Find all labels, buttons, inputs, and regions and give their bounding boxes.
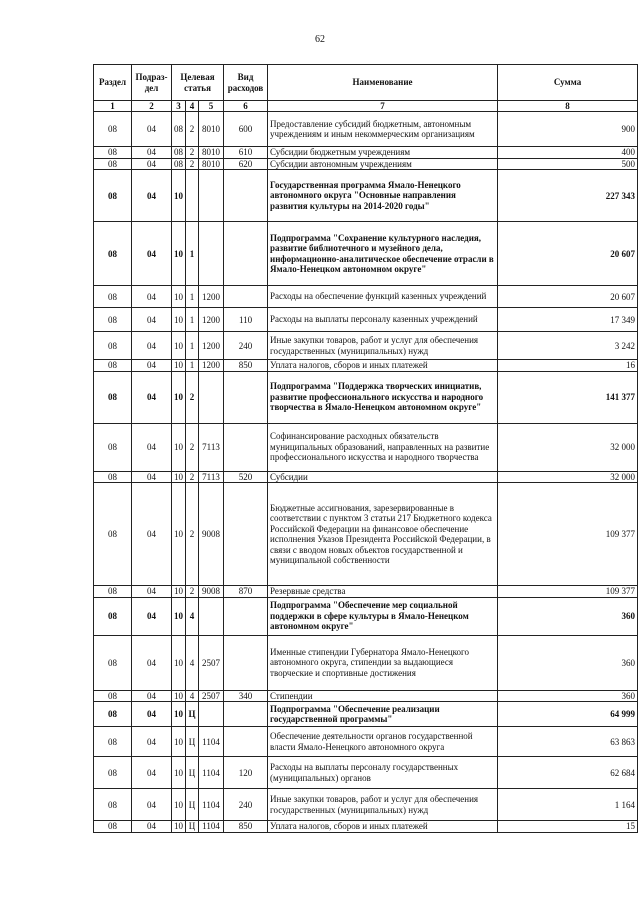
header-target: Целевая статья — [172, 65, 224, 101]
sum-cell: 3 242 — [498, 332, 638, 360]
table-row — [94, 483, 638, 586]
table-row — [94, 332, 638, 360]
index-cell: 8 — [498, 101, 638, 112]
sum-cell: 20 607 — [498, 286, 638, 308]
sum-cell: 227 343 — [498, 170, 638, 222]
target-subprogram-cell: 2 — [186, 147, 199, 159]
section-cell: 08 — [94, 586, 132, 598]
section-cell: 08 — [94, 308, 132, 332]
table-row — [94, 112, 638, 147]
subsection-cell: 04 — [132, 112, 172, 147]
table-row — [94, 222, 638, 286]
subsection-cell: 04 — [132, 471, 172, 483]
expense-type-cell — [224, 423, 268, 471]
target-code-cell: 2507 — [199, 635, 224, 690]
expense-type-cell — [224, 702, 268, 727]
expense-type-cell: 850 — [224, 360, 268, 372]
target-subprogram-cell: 4 — [186, 597, 199, 635]
target-subprogram-cell: 1 — [186, 360, 199, 372]
target-program-cell: 08 — [172, 112, 186, 147]
name-cell: Подпрограмма "Обеспечение мер социальной поддержки в сфере культуры в Ямало-Ненецком автономном округе" — [268, 597, 498, 635]
section-cell: 08 — [94, 423, 132, 471]
name-cell: Расходы на обеспечение функций казенных учреждений — [268, 286, 498, 308]
target-program-cell: 08 — [172, 158, 186, 170]
name-cell: Софинансирование расходных обязательств муниципальных образований, направленных на развитие профессионального искусства и народного творчества — [268, 423, 498, 471]
index-cell: 5 — [199, 101, 224, 112]
section-cell: 08 — [94, 690, 132, 702]
target-subprogram-cell: 2 — [186, 371, 199, 423]
name-cell: Субсидии — [268, 471, 498, 483]
name-cell: Подпрограмма "Сохранение культурного наследия, развитие библиотечного и музейного дела, информационно-аналитическое обеспечение отрасли в Ямало-Ненецком автономном округе" — [268, 222, 498, 286]
target-program-cell: 10 — [172, 286, 186, 308]
target-program-cell: 10 — [172, 727, 186, 757]
subsection-cell: 04 — [132, 423, 172, 471]
table-row — [94, 170, 638, 222]
target-code-cell: 1200 — [199, 332, 224, 360]
name-cell: Уплата налогов, сборов и иных платежей — [268, 821, 498, 833]
sum-cell: 16 — [498, 360, 638, 372]
sum-cell: 400 — [498, 147, 638, 159]
name-cell: Подпрограмма "Обеспечение реализации государственной программы" — [268, 702, 498, 727]
subsection-cell: 04 — [132, 332, 172, 360]
subsection-cell: 04 — [132, 635, 172, 690]
section-cell: 08 — [94, 371, 132, 423]
section-cell: 08 — [94, 727, 132, 757]
sum-cell: 360 — [498, 597, 638, 635]
target-subprogram-cell: Ц — [186, 821, 199, 833]
target-program-cell: 10 — [172, 757, 186, 789]
target-program-cell: 10 — [172, 471, 186, 483]
subsection-cell: 04 — [132, 170, 172, 222]
target-program-cell: 10 — [172, 222, 186, 286]
target-subprogram-cell: 2 — [186, 423, 199, 471]
sum-cell: 360 — [498, 690, 638, 702]
target-program-cell: 10 — [172, 332, 186, 360]
expense-type-cell — [224, 222, 268, 286]
target-subprogram-cell: Ц — [186, 789, 199, 821]
target-code-cell: 8010 — [199, 158, 224, 170]
subsection-cell: 04 — [132, 308, 172, 332]
target-code-cell: 8010 — [199, 147, 224, 159]
section-cell: 08 — [94, 702, 132, 727]
target-subprogram-cell: 1 — [186, 222, 199, 286]
name-cell: Расходы на выплаты персоналу государственных (муниципальных) органов — [268, 757, 498, 789]
subsection-cell: 04 — [132, 690, 172, 702]
sum-cell: 360 — [498, 635, 638, 690]
table-row — [94, 597, 638, 635]
sum-cell: 500 — [498, 158, 638, 170]
subsection-cell: 04 — [132, 586, 172, 598]
table-row — [94, 821, 638, 833]
index-cell: 6 — [224, 101, 268, 112]
header-expense-type: Вид расходов — [224, 65, 268, 101]
target-code-cell — [199, 702, 224, 727]
sum-cell: 17 349 — [498, 308, 638, 332]
target-code-cell: 1104 — [199, 789, 224, 821]
name-cell: Государственная программа Ямало-Ненецкого автономного округа "Основные направления развития культуры на 2014-2020 годы" — [268, 170, 498, 222]
target-subprogram-cell: 2 — [186, 586, 199, 598]
target-subprogram-cell: Ц — [186, 757, 199, 789]
section-cell: 08 — [94, 147, 132, 159]
sum-cell: 32 000 — [498, 423, 638, 471]
name-cell: Расходы на выплаты персоналу казенных учреждений — [268, 308, 498, 332]
target-code-cell: 1104 — [199, 727, 224, 757]
sum-cell: 63 863 — [498, 727, 638, 757]
table-row — [94, 727, 638, 757]
table-row — [94, 147, 638, 159]
expense-type-cell — [224, 635, 268, 690]
subsection-cell: 04 — [132, 727, 172, 757]
table-row — [94, 360, 638, 372]
expense-type-cell — [224, 286, 268, 308]
table-body — [94, 112, 638, 833]
expense-type-cell: 870 — [224, 586, 268, 598]
target-subprogram-cell: 2 — [186, 112, 199, 147]
target-subprogram-cell: 2 — [186, 483, 199, 586]
target-program-cell: 10 — [172, 371, 186, 423]
name-cell: Бюджетные ассигнования, зарезервированные в соответствии с пунктом 3 статьи 217 Бюджетного кодекса Российской Федерации на финансовое обеспечение исполнения Указов Президента Российской Федерации, в связи с вводом новых объектов государственной и муниципальной собственности — [268, 483, 498, 586]
target-program-cell: 10 — [172, 789, 186, 821]
subsection-cell: 04 — [132, 147, 172, 159]
subsection-cell: 04 — [132, 702, 172, 727]
section-cell: 08 — [94, 286, 132, 308]
target-program-cell: 10 — [172, 821, 186, 833]
subsection-cell: 04 — [132, 757, 172, 789]
section-cell: 08 — [94, 112, 132, 147]
expense-type-cell — [224, 371, 268, 423]
target-code-cell: 9008 — [199, 483, 224, 586]
table-row — [94, 702, 638, 727]
subsection-cell: 04 — [132, 286, 172, 308]
subsection-cell: 04 — [132, 597, 172, 635]
sum-cell: 141 377 — [498, 371, 638, 423]
subsection-cell: 04 — [132, 360, 172, 372]
target-subprogram-cell: 4 — [186, 635, 199, 690]
target-code-cell — [199, 170, 224, 222]
target-subprogram-cell — [186, 170, 199, 222]
target-code-cell — [199, 371, 224, 423]
target-subprogram-cell: 2 — [186, 158, 199, 170]
target-program-cell: 10 — [172, 483, 186, 586]
section-cell: 08 — [94, 471, 132, 483]
expense-type-cell: 120 — [224, 757, 268, 789]
subsection-cell: 04 — [132, 821, 172, 833]
table-row — [94, 471, 638, 483]
target-code-cell: 1104 — [199, 757, 224, 789]
table-row — [94, 635, 638, 690]
index-cell: 2 — [132, 101, 172, 112]
target-program-cell: 10 — [172, 690, 186, 702]
subsection-cell: 04 — [132, 222, 172, 286]
name-cell: Стипендии — [268, 690, 498, 702]
header-section: Раздел — [94, 65, 132, 101]
name-cell: Обеспечение деятельности органов государственной власти Ямало-Ненецкого автономного округа — [268, 727, 498, 757]
sum-cell: 64 999 — [498, 702, 638, 727]
target-code-cell: 2507 — [199, 690, 224, 702]
name-cell: Предоставление субсидий бюджетным, автономным учреждениям и иным некоммерческим организациям — [268, 112, 498, 147]
table-row — [94, 158, 638, 170]
expense-type-cell — [224, 727, 268, 757]
table-row — [94, 690, 638, 702]
name-cell: Резервные средства — [268, 586, 498, 598]
expense-type-cell — [224, 597, 268, 635]
target-code-cell: 7113 — [199, 423, 224, 471]
sum-cell: 109 377 — [498, 483, 638, 586]
header-subsection: Подраз-дел — [132, 65, 172, 101]
table-row — [94, 308, 638, 332]
target-code-cell: 1104 — [199, 821, 224, 833]
sum-cell: 109 377 — [498, 586, 638, 598]
target-subprogram-cell: Ц — [186, 727, 199, 757]
header-row — [94, 65, 638, 101]
table-row — [94, 371, 638, 423]
expense-type-cell: 240 — [224, 332, 268, 360]
sum-cell: 20 607 — [498, 222, 638, 286]
target-code-cell: 1200 — [199, 286, 224, 308]
table-row — [94, 586, 638, 598]
expense-type-cell — [224, 170, 268, 222]
target-subprogram-cell: Ц — [186, 702, 199, 727]
index-cell: 7 — [268, 101, 498, 112]
index-cell: 1 — [94, 101, 132, 112]
section-cell: 08 — [94, 222, 132, 286]
section-cell: 08 — [94, 821, 132, 833]
index-cell: 4 — [186, 101, 199, 112]
target-subprogram-cell: 2 — [186, 471, 199, 483]
sum-cell: 62 684 — [498, 757, 638, 789]
subsection-cell: 04 — [132, 789, 172, 821]
target-program-cell: 10 — [172, 308, 186, 332]
table-row — [94, 757, 638, 789]
sum-cell: 900 — [498, 112, 638, 147]
name-cell: Подпрограмма "Поддержка творческих инициатив, развитие профессионального искусства и народного творчества в Ямало-Ненецком автономном округе" — [268, 371, 498, 423]
target-code-cell: 1200 — [199, 308, 224, 332]
target-code-cell — [199, 597, 224, 635]
target-program-cell: 10 — [172, 170, 186, 222]
section-cell: 08 — [94, 757, 132, 789]
section-cell: 08 — [94, 170, 132, 222]
header-sum: Сумма — [498, 65, 638, 101]
section-cell: 08 — [94, 360, 132, 372]
table-row — [94, 423, 638, 471]
target-subprogram-cell: 1 — [186, 308, 199, 332]
section-cell: 08 — [94, 597, 132, 635]
name-cell: Субсидии бюджетным учреждениям — [268, 147, 498, 159]
index-row — [94, 101, 638, 112]
index-cell: 3 — [172, 101, 186, 112]
section-cell: 08 — [94, 158, 132, 170]
target-code-cell: 8010 — [199, 112, 224, 147]
page-number: 62 — [315, 34, 325, 45]
target-program-cell: 10 — [172, 423, 186, 471]
table-row — [94, 789, 638, 821]
name-cell: Субсидии автономным учреждениям — [268, 158, 498, 170]
target-program-cell: 08 — [172, 147, 186, 159]
target-program-cell: 10 — [172, 597, 186, 635]
sum-cell: 1 164 — [498, 789, 638, 821]
section-cell: 08 — [94, 483, 132, 586]
target-subprogram-cell: 1 — [186, 286, 199, 308]
target-program-cell: 10 — [172, 586, 186, 598]
target-subprogram-cell: 1 — [186, 332, 199, 360]
target-program-cell: 10 — [172, 635, 186, 690]
section-cell: 08 — [94, 635, 132, 690]
expense-type-cell: 340 — [224, 690, 268, 702]
expense-type-cell: 240 — [224, 789, 268, 821]
name-cell: Уплата налогов, сборов и иных платежей — [268, 360, 498, 372]
expense-type-cell: 520 — [224, 471, 268, 483]
name-cell: Именные стипендии Губернатора Ямало-Ненецкого автономного округа, стипендии за выдающиеся творческие и спортивные достижения — [268, 635, 498, 690]
section-cell: 08 — [94, 332, 132, 360]
target-program-cell: 10 — [172, 360, 186, 372]
target-code-cell — [199, 222, 224, 286]
section-cell: 08 — [94, 789, 132, 821]
budget-table — [93, 64, 638, 833]
subsection-cell: 04 — [132, 483, 172, 586]
sum-cell: 15 — [498, 821, 638, 833]
expense-type-cell: 110 — [224, 308, 268, 332]
target-program-cell: 10 — [172, 702, 186, 727]
target-code-cell: 7113 — [199, 471, 224, 483]
expense-type-cell — [224, 483, 268, 586]
table-row — [94, 286, 638, 308]
header-name: Наименование — [268, 65, 498, 101]
expense-type-cell: 850 — [224, 821, 268, 833]
expense-type-cell: 610 — [224, 147, 268, 159]
name-cell: Иные закупки товаров, работ и услуг для обеспечения государственных (муниципальных) нужд — [268, 332, 498, 360]
target-code-cell: 9008 — [199, 586, 224, 598]
expense-type-cell: 600 — [224, 112, 268, 147]
name-cell: Иные закупки товаров, работ и услуг для обеспечения государственных (муниципальных) нужд — [268, 789, 498, 821]
sum-cell: 32 000 — [498, 471, 638, 483]
target-subprogram-cell: 4 — [186, 690, 199, 702]
target-code-cell: 1200 — [199, 360, 224, 372]
expense-type-cell: 620 — [224, 158, 268, 170]
subsection-cell: 04 — [132, 371, 172, 423]
subsection-cell: 04 — [132, 158, 172, 170]
